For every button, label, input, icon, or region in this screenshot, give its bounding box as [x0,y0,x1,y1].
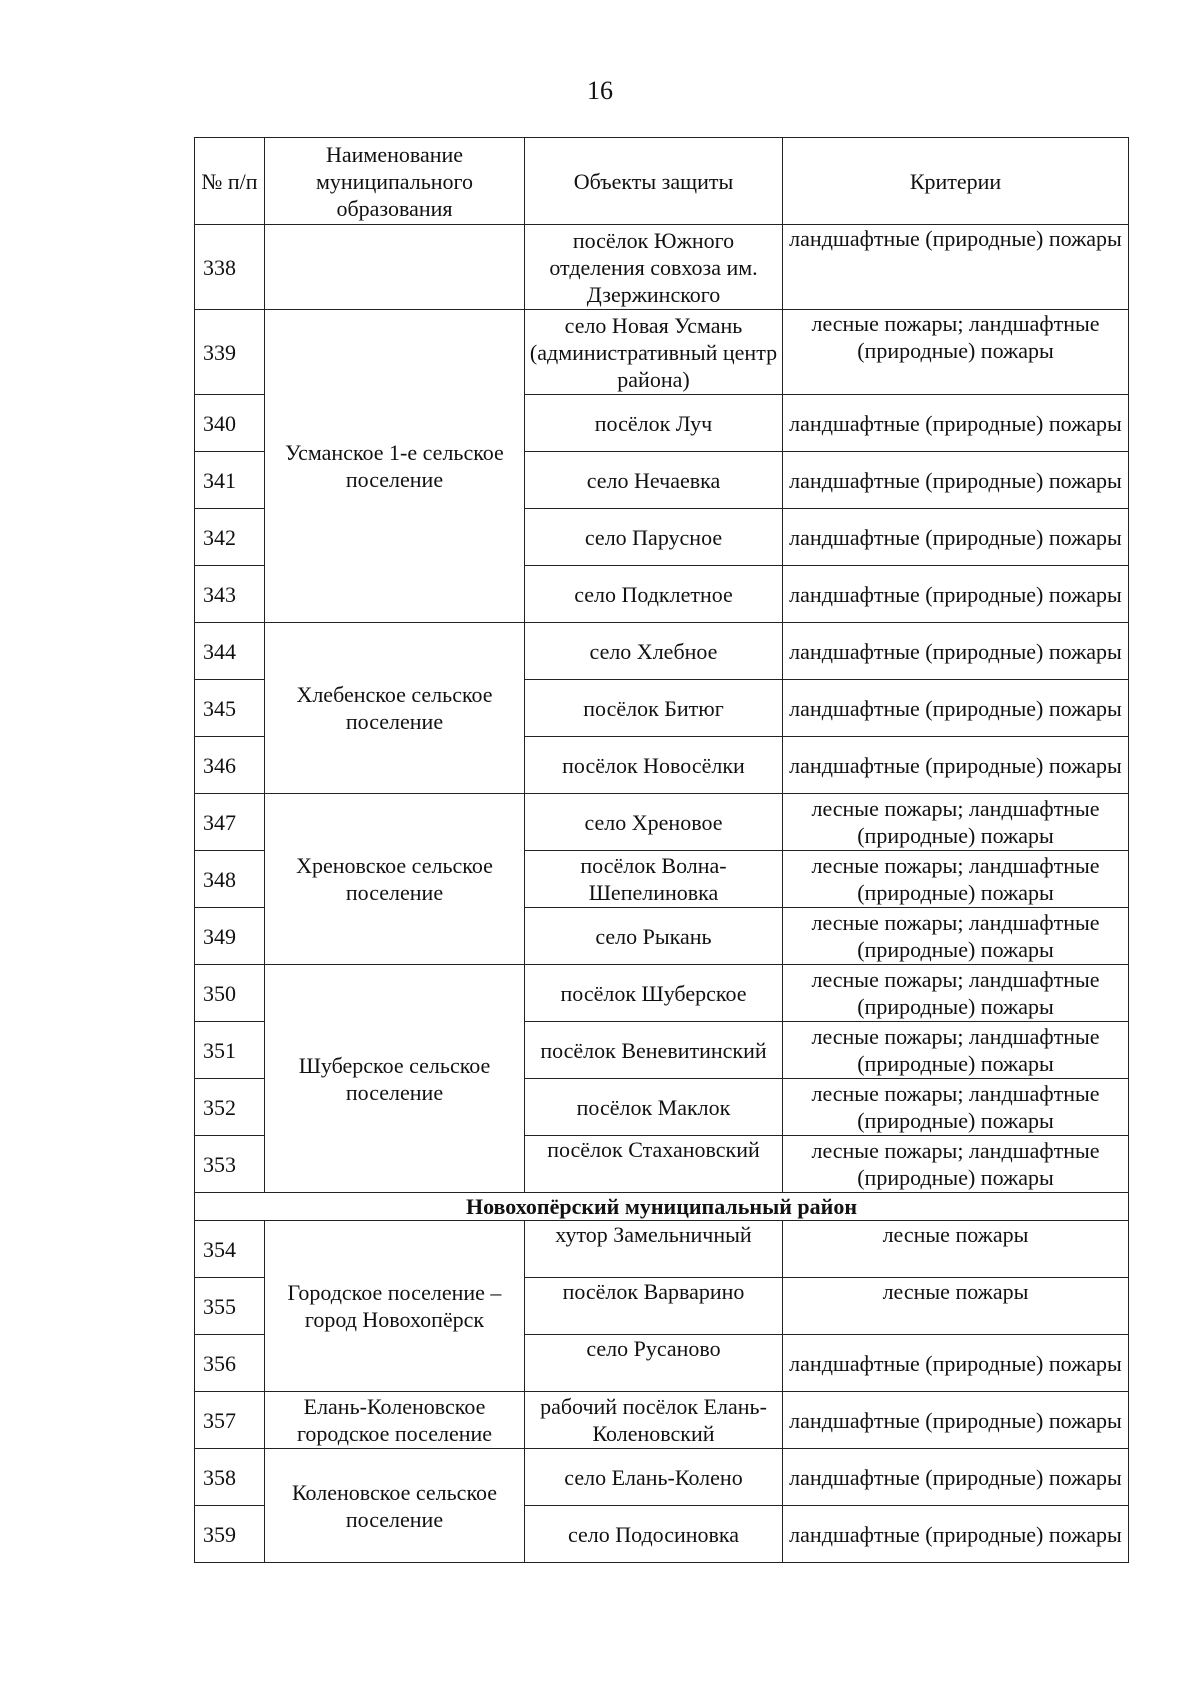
municipality-cell: Шуберское сельское поселение [265,965,525,1193]
object-cell: посёлок Южного отделения совхоза им. Дзержинского [525,225,783,310]
header-num: № п/п [195,138,265,225]
object-cell: село Новая Усмань (административный центр района) [525,310,783,395]
object-cell: посёлок Шуберское [525,965,783,1022]
object-cell: село Хлебное [525,623,783,680]
criteria-cell: ландшафтные (природные) пожары [783,623,1129,680]
municipality-cell: Коленовское сельское поселение [265,1449,525,1563]
table-header-row [195,138,1129,225]
criteria-cell: лесные пожары; ландшафтные (природные) пожары [783,1022,1129,1079]
criteria-cell: лесные пожары; ландшафтные (природные) пожары [783,851,1129,908]
criteria-cell: ландшафтные (природные) пожары [783,225,1129,310]
table-row [195,1449,1129,1506]
object-cell: село Рыкань [525,908,783,965]
district-heading-row [195,1193,1129,1221]
table-row [195,1221,1129,1278]
object-cell: село Хреновое [525,794,783,851]
table-row [195,310,1129,395]
row-number: 351 [195,1022,265,1079]
row-number: 339 [195,310,265,395]
row-number: 353 [195,1136,265,1193]
municipality-cell: Елань-Коленовское городское поселение [265,1392,525,1449]
object-cell: посёлок Волна-Шепелиновка [525,851,783,908]
criteria-cell: лесные пожары; ландшафтные (природные) пожары [783,1136,1129,1193]
row-number: 358 [195,1449,265,1506]
row-number: 345 [195,680,265,737]
criteria-cell: ландшафтные (природные) пожары [783,1506,1129,1563]
object-cell: посёлок Варварино [525,1278,783,1335]
municipality-cell: Хреновское сельское поселение [265,794,525,965]
row-number: 354 [195,1221,265,1278]
criteria-cell: лесные пожары; ландшафтные (природные) пожары [783,310,1129,395]
object-cell: село Подосиновка [525,1506,783,1563]
table-row [195,965,1129,1022]
municipality-cell: Хлебенское сельское поселение [265,623,525,794]
table-row [195,1392,1129,1449]
object-cell: хутор Замельничный [525,1221,783,1278]
object-cell: село Нечаевка [525,452,783,509]
table-row [195,794,1129,851]
object-cell: посёлок Стахановский [525,1136,783,1193]
object-cell: посёлок Новосёлки [525,737,783,794]
criteria-cell: лесные пожары [783,1221,1129,1278]
row-number: 344 [195,623,265,680]
row-number: 348 [195,851,265,908]
object-cell: посёлок Маклок [525,1079,783,1136]
object-cell: село Русаново [525,1335,783,1392]
row-number: 355 [195,1278,265,1335]
header-criteria: Критерии [783,138,1129,225]
protection-objects-table [194,137,1129,1563]
object-cell: село Парусное [525,509,783,566]
table-row [195,623,1129,680]
row-number: 359 [195,1506,265,1563]
criteria-cell: лесные пожары; ландшафтные (природные) пожары [783,908,1129,965]
row-number: 357 [195,1392,265,1449]
row-number: 356 [195,1335,265,1392]
municipality-cell: Городское поселение – город Новохопёрск [265,1221,525,1392]
header-objects: Объекты защиты [525,138,783,225]
criteria-cell: лесные пожары; ландшафтные (природные) пожары [783,794,1129,851]
object-cell: посёлок Веневитинский [525,1022,783,1079]
municipality-cell: Усманское 1-е сельское поселение [265,310,525,623]
criteria-cell: лесные пожары; ландшафтные (природные) пожары [783,965,1129,1022]
criteria-cell: ландшафтные (природные) пожары [783,452,1129,509]
page-number: 16 [587,76,613,105]
header-municipality: Наименование муниципального образования [265,138,525,225]
row-number: 340 [195,395,265,452]
object-cell: рабочий посёлок Елань-Коленовский [525,1392,783,1449]
table-row [195,225,1129,310]
row-number: 343 [195,566,265,623]
district-heading: Новохопёрский муниципальный район [195,1193,1129,1221]
row-number: 341 [195,452,265,509]
row-number: 347 [195,794,265,851]
row-number: 349 [195,908,265,965]
row-number: 342 [195,509,265,566]
criteria-cell: лесные пожары [783,1278,1129,1335]
criteria-cell: ландшафтные (природные) пожары [783,566,1129,623]
object-cell: село Елань-Колено [525,1449,783,1506]
object-cell: село Подклетное [525,566,783,623]
row-number: 346 [195,737,265,794]
criteria-cell: ландшафтные (природные) пожары [783,395,1129,452]
municipality-cell-empty [265,225,525,310]
object-cell: посёлок Луч [525,395,783,452]
criteria-cell: лесные пожары; ландшафтные (природные) пожары [783,1079,1129,1136]
row-number: 352 [195,1079,265,1136]
criteria-cell: ландшафтные (природные) пожары [783,680,1129,737]
criteria-cell: ландшафтные (природные) пожары [783,737,1129,794]
criteria-cell: ландшафтные (природные) пожары [783,1335,1129,1392]
criteria-cell: ландшафтные (природные) пожары [783,1449,1129,1506]
criteria-cell: ландшафтные (природные) пожары [783,509,1129,566]
row-number: 338 [195,225,265,310]
object-cell: посёлок Битюг [525,680,783,737]
criteria-cell: ландшафтные (природные) пожары [783,1392,1129,1449]
row-number: 350 [195,965,265,1022]
